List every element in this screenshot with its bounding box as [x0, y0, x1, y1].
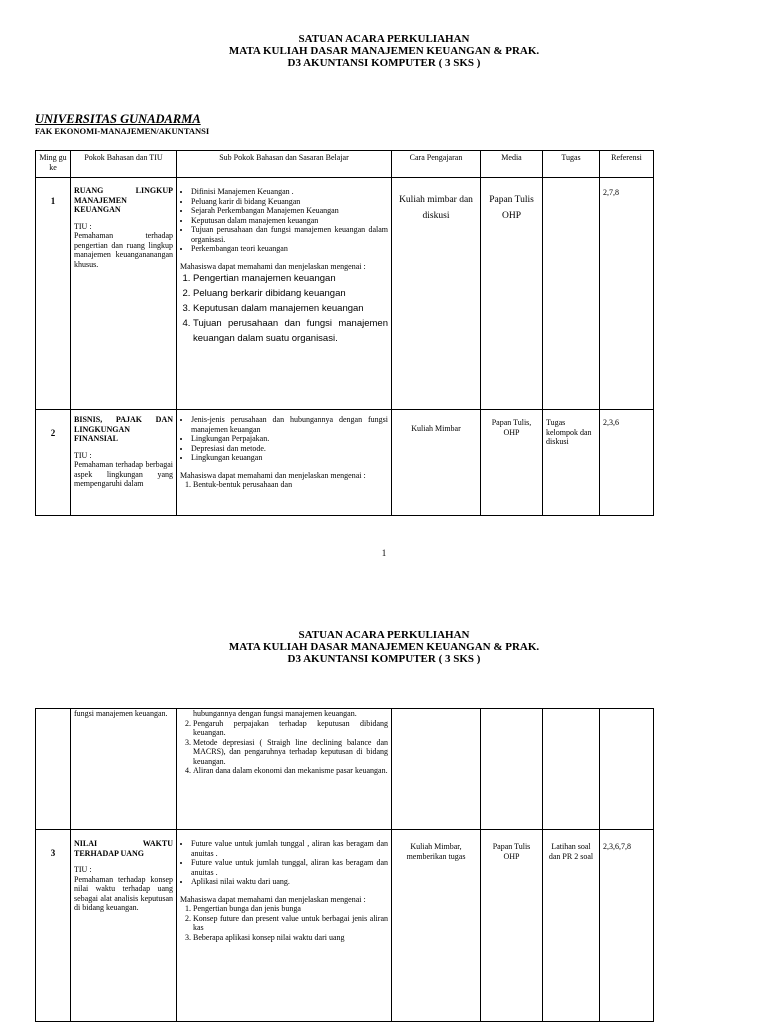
topic-title: NILAI WAKTU TERHADAP UANG: [74, 839, 173, 858]
objective-list: [180, 904, 388, 942]
list-item: 3. Metode depresiasi ( Straigh line declining balance dan MACRS), dan pengaruhnya terhadap keputusan di bidang keuangan.: [193, 738, 388, 767]
week-number: [36, 709, 71, 830]
col-reference: Referensi: [600, 151, 654, 178]
faculty-name: FAK EKONOMI-MANAJEMEN/AKUNTANSI: [35, 126, 210, 136]
list-item: • Keputusan dalam manajemen keuangan: [191, 216, 388, 226]
col-week: Ming gu ke: [36, 151, 71, 178]
list-item: 1. Pengertian bunga dan jenis bunga: [193, 904, 388, 914]
syllabus-table-page1: [35, 150, 654, 516]
syllabus-table-page2: [35, 708, 654, 1022]
objective-intro: Mahasiswa dapat memahami dan menjelaskan mengenai :: [180, 470, 366, 480]
list-item: • Sejarah Perkembangan Manajemen Keuangan: [191, 206, 388, 216]
subtopic-list: [180, 839, 388, 887]
table-row: [36, 178, 654, 410]
list-item: • Aplikasi nilai waktu dari uang.: [191, 877, 388, 887]
subtopic-list: [180, 415, 388, 463]
tiu-text: Pemahaman terhadap pengertian dan ruang lingkup manajemen keuangananangan khusus.: [74, 231, 173, 269]
list-item: • Jenis-jenis perusahaan dan hubungannya dengan fungsi manajemen keuangan: [191, 415, 388, 434]
subtopic-list: [180, 187, 388, 254]
method-cell: [392, 709, 481, 830]
col-media: Media: [481, 151, 543, 178]
list-item: 1. Pengertian manajemen keuangan: [193, 271, 388, 286]
table-row: [36, 709, 654, 830]
objective-intro: Mahasiswa dapat memahami dan menjelaskan mengenai :: [180, 261, 366, 271]
col-topic: Pokok Bahasan dan TIU: [71, 151, 177, 178]
header-title: SATUAN ACARA PERKULIAHAN: [298, 629, 470, 641]
media-cell: Papan Tulis, OHP: [481, 410, 543, 516]
list-item: 3. Beberapa aplikasi konsep nilai waktu dari uang: [193, 933, 388, 943]
task-cell: Tugas kelompok dan diskusi: [543, 410, 600, 516]
topic-cell: [71, 709, 177, 830]
col-method: Cara Pengajaran: [392, 151, 481, 178]
subtopic-cell: [177, 178, 392, 410]
objective-intro: Mahasiswa dapat memahami dan menjelaskan mengenai :: [180, 894, 366, 904]
topic-title: RUANG LINGKUP MANAJEMEN KEUANGAN: [74, 186, 173, 214]
media-cell: Papan Tulis OHP: [481, 178, 543, 410]
list-item: • Tujuan perusahaan dan fungsi manajemen keuangan dalam organisasi.: [191, 225, 388, 244]
task-cell: [543, 709, 600, 830]
objective-list: [180, 271, 388, 346]
list-item: 2. Konsep future dan present value untuk berbagai jenis aliran kas: [193, 914, 388, 933]
table-row: [36, 830, 654, 1022]
reference-cell: 2,3,6: [600, 410, 654, 516]
tiu-text: fungsi manajemen keuangan.: [74, 709, 168, 718]
list-item: 4. Tujuan perusahaan dan fungsi manajemen keuangan dalam suatu organisasi.: [193, 316, 388, 346]
topic-cell: [71, 178, 177, 410]
table-row: [36, 410, 654, 516]
header-course: MATA KULIAH DASAR MANAJEMEN KEUANGAN & PRAK.: [228, 45, 540, 57]
tiu-text: Pemahaman terhadap berbagai aspek lingkungan yang mempengaruhi dalam: [74, 460, 173, 488]
list-item: • Future value untuk jumlah tunggal, aliran kas beragam dan anuitas .: [191, 858, 388, 877]
topic-title: BISNIS, PAJAK DAN LINGKUNGAN FINANSIAL: [74, 415, 173, 443]
week-number: 1: [36, 178, 71, 410]
header-program: D3 AKUNTANSI KOMPUTER ( 3 SKS ): [287, 653, 481, 665]
tiu-label: TIU :: [74, 221, 92, 231]
list-item: 2. Pengaruh perpajakan terhadap keputusan dibidang keuangan.: [193, 719, 388, 738]
list-item: 3. Keputusan dalam manajemen keuangan: [193, 301, 388, 316]
media-cell: Papan Tulis OHP: [481, 830, 543, 1022]
page1-header: [0, 33, 768, 69]
page2-header: [0, 629, 768, 665]
reference-cell: 2,7,8: [600, 178, 654, 410]
list-item: • Peluang karir di bidang Keuangan: [191, 197, 388, 207]
task-cell: [543, 178, 600, 410]
tiu-label: TIU :: [74, 450, 92, 460]
method-cell: Kuliah Mimbar: [392, 410, 481, 516]
week-number: 3: [36, 830, 71, 1022]
subtopic-cell: [177, 410, 392, 516]
task-cell: Latihan soal dan PR 2 soal: [543, 830, 600, 1022]
objective-list: [180, 480, 388, 490]
objective-list: [180, 719, 388, 776]
list-item: 2. Peluang berkarir dibidang keuangan: [193, 286, 388, 301]
list-item: • Future value untuk jumlah tunggal , aliran kas beragam dan anuitas .: [191, 839, 388, 858]
header-program: D3 AKUNTANSI KOMPUTER ( 3 SKS ): [287, 57, 481, 69]
list-item: • Depresiasi dan metode.: [191, 444, 388, 454]
list-item: • Lingkungan Perpajakan.: [191, 434, 388, 444]
subtopic-cell: [177, 830, 392, 1022]
page-number: 1: [381, 548, 387, 558]
topic-cell: [71, 830, 177, 1022]
week-number: 2: [36, 410, 71, 516]
header-course: MATA KULIAH DASAR MANAJEMEN KEUANGAN & PRAK.: [228, 641, 540, 653]
method-cell: Kuliah Mimbar, memberikan tugas: [392, 830, 481, 1022]
reference-cell: [600, 709, 654, 830]
university-name: UNIVERSITAS GUNADARMA: [35, 112, 201, 126]
subtopic-cell: [177, 709, 392, 830]
list-item: • Perkembangan teori keuangan: [191, 244, 388, 254]
list-item: • Lingkungan keuangan: [191, 453, 388, 463]
tiu-label: TIU :: [74, 865, 92, 874]
header-title: SATUAN ACARA PERKULIAHAN: [298, 33, 470, 45]
reference-cell: 2,3,6,7,8: [600, 830, 654, 1022]
topic-cell: [71, 410, 177, 516]
list-item: • Difinisi Manajemen Keuangan .: [191, 187, 388, 197]
table-header-row: [36, 151, 654, 178]
subtopic-continued: hubungannya dengan fungsi manajemen keuangan.: [193, 709, 357, 718]
list-item: 1. Bentuk-bentuk perusahaan dan: [193, 480, 388, 490]
media-cell: [481, 709, 543, 830]
list-item: 4. Aliran dana dalam ekonomi dan mekanisme pasar keuangan.: [193, 766, 388, 776]
method-cell: Kuliah mimbar dan diskusi: [392, 178, 481, 410]
col-task: Tugas: [543, 151, 600, 178]
col-subtopic: Sub Pokok Bahasan dan Sasaran Belajar: [177, 151, 392, 178]
tiu-text: Pemahaman terhadap konsep nilai waktu terhadap uang sebagai alat analisis keputusan di bidang keuangan.: [74, 874, 173, 912]
